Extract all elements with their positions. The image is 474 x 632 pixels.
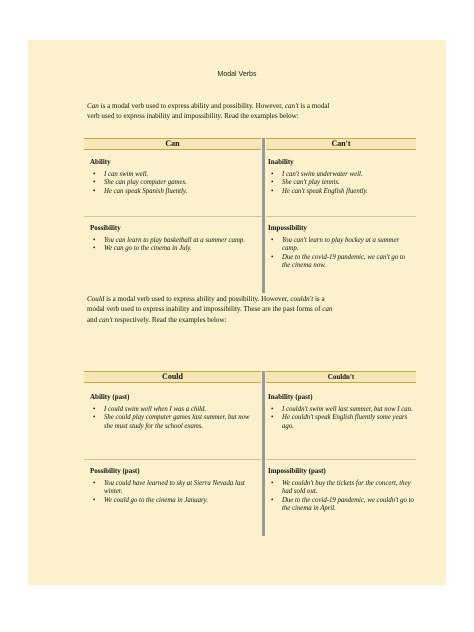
- example-list: [90, 171, 258, 196]
- intro-text: is a modal verb used to express ability and possibility. However,: [98, 102, 285, 110]
- intro-text: is a: [313, 295, 325, 303]
- term-couldnt: couldn't: [290, 295, 314, 303]
- cell-heading: Inability: [268, 158, 294, 166]
- intro-text: is a modal: [298, 102, 330, 110]
- example-list: [268, 171, 414, 196]
- example-list: [90, 480, 258, 505]
- cell-heading: Inability (past): [268, 393, 313, 401]
- row-divider: [266, 216, 416, 217]
- term-cant: can't: [99, 315, 113, 324]
- list-item: • She could play computer games last summer, but now she must study for the school exams.: [93, 414, 250, 430]
- example-list: [268, 237, 414, 270]
- intro-line: [87, 101, 397, 111]
- row-divider: [84, 216, 261, 217]
- list-item: • I can swim well.: [93, 171, 149, 178]
- list-item: • We can go to the cinema in July.: [93, 245, 192, 253]
- list-item: • He can't speak English fluently.: [271, 187, 368, 195]
- column-divider: [262, 138, 265, 293]
- list-item: • She can play computer games.: [93, 179, 187, 187]
- example-list: [268, 480, 414, 513]
- example-list: [268, 406, 414, 431]
- example-list: [90, 406, 258, 431]
- header-couldnt: Couldn't: [266, 371, 416, 383]
- table-can-cant: [84, 138, 416, 293]
- list-item: • Due to the covid-19 pandemic, we can't go to the cinema now.: [271, 253, 406, 269]
- intro-line: and can't respectively. Read the examples below:: [87, 315, 227, 324]
- term-can: can: [322, 305, 333, 314]
- list-item: • I can't swim underwater well.: [271, 171, 363, 178]
- cell-heading: Impossibility: [268, 224, 307, 232]
- term-can: Can: [87, 102, 99, 110]
- cell-inability-past: [268, 393, 414, 431]
- intro-line: verb used to express inability and impossibility. Read the examples below:: [87, 112, 299, 121]
- cell-possibility: [90, 224, 258, 254]
- intro-paragraph-can: [87, 101, 397, 122]
- term-could: Could: [87, 295, 105, 303]
- list-item: • I could swim well when I was a child.: [93, 406, 207, 413]
- document-page: [28, 40, 446, 585]
- list-item: • She can't play tennis.: [271, 179, 340, 187]
- cell-heading: Impossibility (past): [268, 467, 326, 475]
- intro-line: [87, 294, 397, 304]
- list-item: • You can't learn to play hockey at a summer camp.: [271, 237, 400, 253]
- cell-heading: Ability (past): [90, 393, 130, 401]
- cell-heading: Ability: [90, 158, 111, 166]
- table-could-couldnt: [84, 371, 416, 536]
- column-divider: [262, 371, 265, 536]
- cell-inability: [268, 158, 414, 196]
- cell-impossibility: [268, 224, 414, 270]
- header-cant: Can't: [266, 138, 416, 150]
- cell-possibility-past: [90, 467, 258, 505]
- cell-ability-past: [90, 393, 258, 431]
- list-item: • We couldn't buy the tickets for the concert, they had sold out.: [271, 480, 411, 496]
- cell-heading: Possibility (past): [90, 467, 140, 475]
- page-title: Modal Verbs: [217, 71, 257, 78]
- intro-line: modal verb used to express inability and impossibility. These are the past forms of can: [87, 305, 333, 314]
- term-cant: can't: [284, 102, 299, 110]
- example-list: [90, 237, 258, 254]
- cell-ability: [90, 158, 258, 196]
- list-item: • We could go to the cinema in January.: [93, 496, 208, 504]
- list-item: • He couldn't speak English fluently some years ago.: [271, 414, 408, 430]
- cell-heading: Possibility: [90, 224, 121, 232]
- intro-text: is a modal verb used to express ability and possibility. However,: [104, 295, 291, 303]
- list-item: • He can speak Spanish fluently.: [93, 187, 188, 195]
- intro-paragraph-could: [87, 294, 397, 325]
- list-item: • I couldn't swim well last summer, but now I can.: [271, 406, 413, 413]
- cell-impossibility-past: [268, 467, 414, 513]
- header-could: Could: [84, 371, 261, 383]
- list-item: • Due to the covid-19 pandemic, we couldn't go to the cinema in April.: [271, 496, 414, 512]
- header-can: Can: [84, 138, 261, 150]
- list-item: • You could have learned to sky at Sierra Nevada last winter.: [93, 480, 245, 496]
- row-divider: [266, 459, 416, 460]
- list-item: • You can learn to play basketball at a summer camp.: [93, 237, 245, 244]
- row-divider: [84, 459, 261, 460]
